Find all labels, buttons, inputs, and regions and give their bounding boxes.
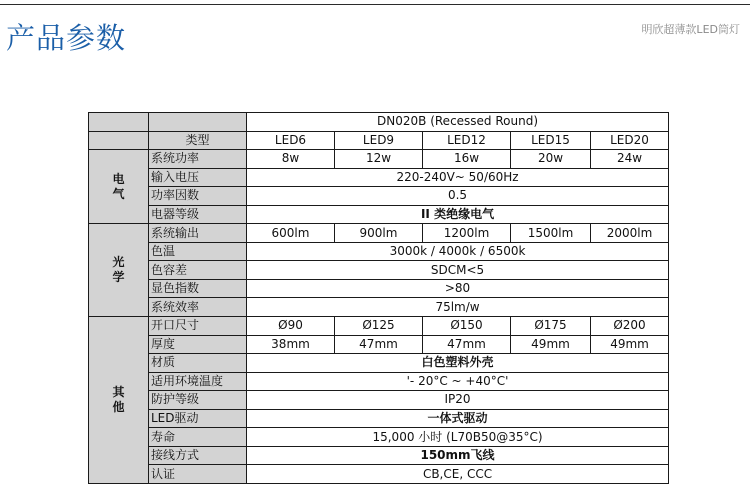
table-cell: 47mm [423,335,511,354]
table-cell: >80 [247,279,669,298]
table-cell: 16w [423,150,511,169]
table-row [89,205,669,224]
header-corner [149,113,247,132]
table-row [89,317,669,336]
table-row [89,391,669,410]
row-label: 功率因数 [149,187,247,206]
table-cell: 1500lm [511,224,591,243]
product-name: 明欣超薄款LED筒灯 [641,23,740,36]
table-cell: Ø150 [423,317,511,336]
table-cell: 12w [335,150,423,169]
row-label: 材质 [149,354,247,373]
table-row [89,372,669,391]
table-cell: 49mm [591,335,669,354]
table-row [89,113,669,132]
table-cell: 1200lm [423,224,511,243]
row-label: 系统输出 [149,224,247,243]
table-cell: 20w [511,150,591,169]
table-cell: LED9 [335,131,423,150]
row-label: 系统功率 [149,150,247,169]
row-label: 寿命 [149,428,247,447]
table-row [89,465,669,484]
table-cell: LED15 [511,131,591,150]
table-cell: 220-240V~ 50/60Hz [247,168,669,187]
table-cell: 15,000 小时 (L70B50@35°C) [247,428,669,447]
table-cell: II 类绝缘电气 [247,205,669,224]
table-row [89,279,669,298]
table-row [89,354,669,373]
table-row [89,242,669,261]
table-cell: LED12 [423,131,511,150]
table-cell: 150mm飞线 [247,446,669,465]
table-row [89,409,669,428]
table-cell: 3000k / 4000k / 6500k [247,242,669,261]
row-label: 开口尺寸 [149,317,247,336]
row-label: 系统效率 [149,298,247,317]
table-cell: IP20 [247,391,669,410]
group-label-optical: 光 学 [89,224,149,317]
table-cell: 0.5 [247,187,669,206]
table-cell: CB,CE, CCC [247,465,669,484]
row-label: 认证 [149,465,247,484]
table-cell: '- 20°C ~ +40°C' [247,372,669,391]
table-row [89,335,669,354]
table-row [89,428,669,447]
group-label-other: 其 他 [89,317,149,484]
table-row [89,131,669,150]
group-label-electrical: 电 气 [89,150,149,224]
table-cell: 8w [247,150,335,169]
header-corner [89,113,149,132]
table-cell: 47mm [335,335,423,354]
table-cell: LED20 [591,131,669,150]
table-row [89,298,669,317]
row-label: 色温 [149,242,247,261]
table-cell: 白色塑料外壳 [247,354,669,373]
table-cell: 2000lm [591,224,669,243]
table-cell: LED6 [247,131,335,150]
table-cell: 75lm/w [247,298,669,317]
table-cell: Ø175 [511,317,591,336]
table-cell: 600lm [247,224,335,243]
table-cell: Ø200 [591,317,669,336]
row-label: 接线方式 [149,446,247,465]
table-cell: 一体式驱动 [247,409,669,428]
group-cell [89,131,149,150]
table-cell: 24w [591,150,669,169]
top-rule [0,4,750,5]
table-row [89,261,669,280]
row-label: 显色指数 [149,279,247,298]
table-cell: SDCM<5 [247,261,669,280]
model-title: DN020B (Recessed Round) [247,113,669,132]
table-row [89,168,669,187]
table-row [89,150,669,169]
row-label: 类型 [149,131,247,150]
table-cell: 900lm [335,224,423,243]
table-cell: 49mm [511,335,591,354]
page-title: 产品参数 [6,21,127,55]
row-label: 输入电压 [149,168,247,187]
table-cell: 38mm [247,335,335,354]
row-label: 色容差 [149,261,247,280]
table-row [89,446,669,465]
row-label: 防护等级 [149,391,247,410]
row-label: 适用环境温度 [149,372,247,391]
row-label: 厚度 [149,335,247,354]
table-row [89,187,669,206]
row-label: LED驱动 [149,409,247,428]
table-cell: Ø125 [335,317,423,336]
table-cell: Ø90 [247,317,335,336]
spec-table [88,112,669,484]
table-row [89,224,669,243]
row-label: 电器等级 [149,205,247,224]
